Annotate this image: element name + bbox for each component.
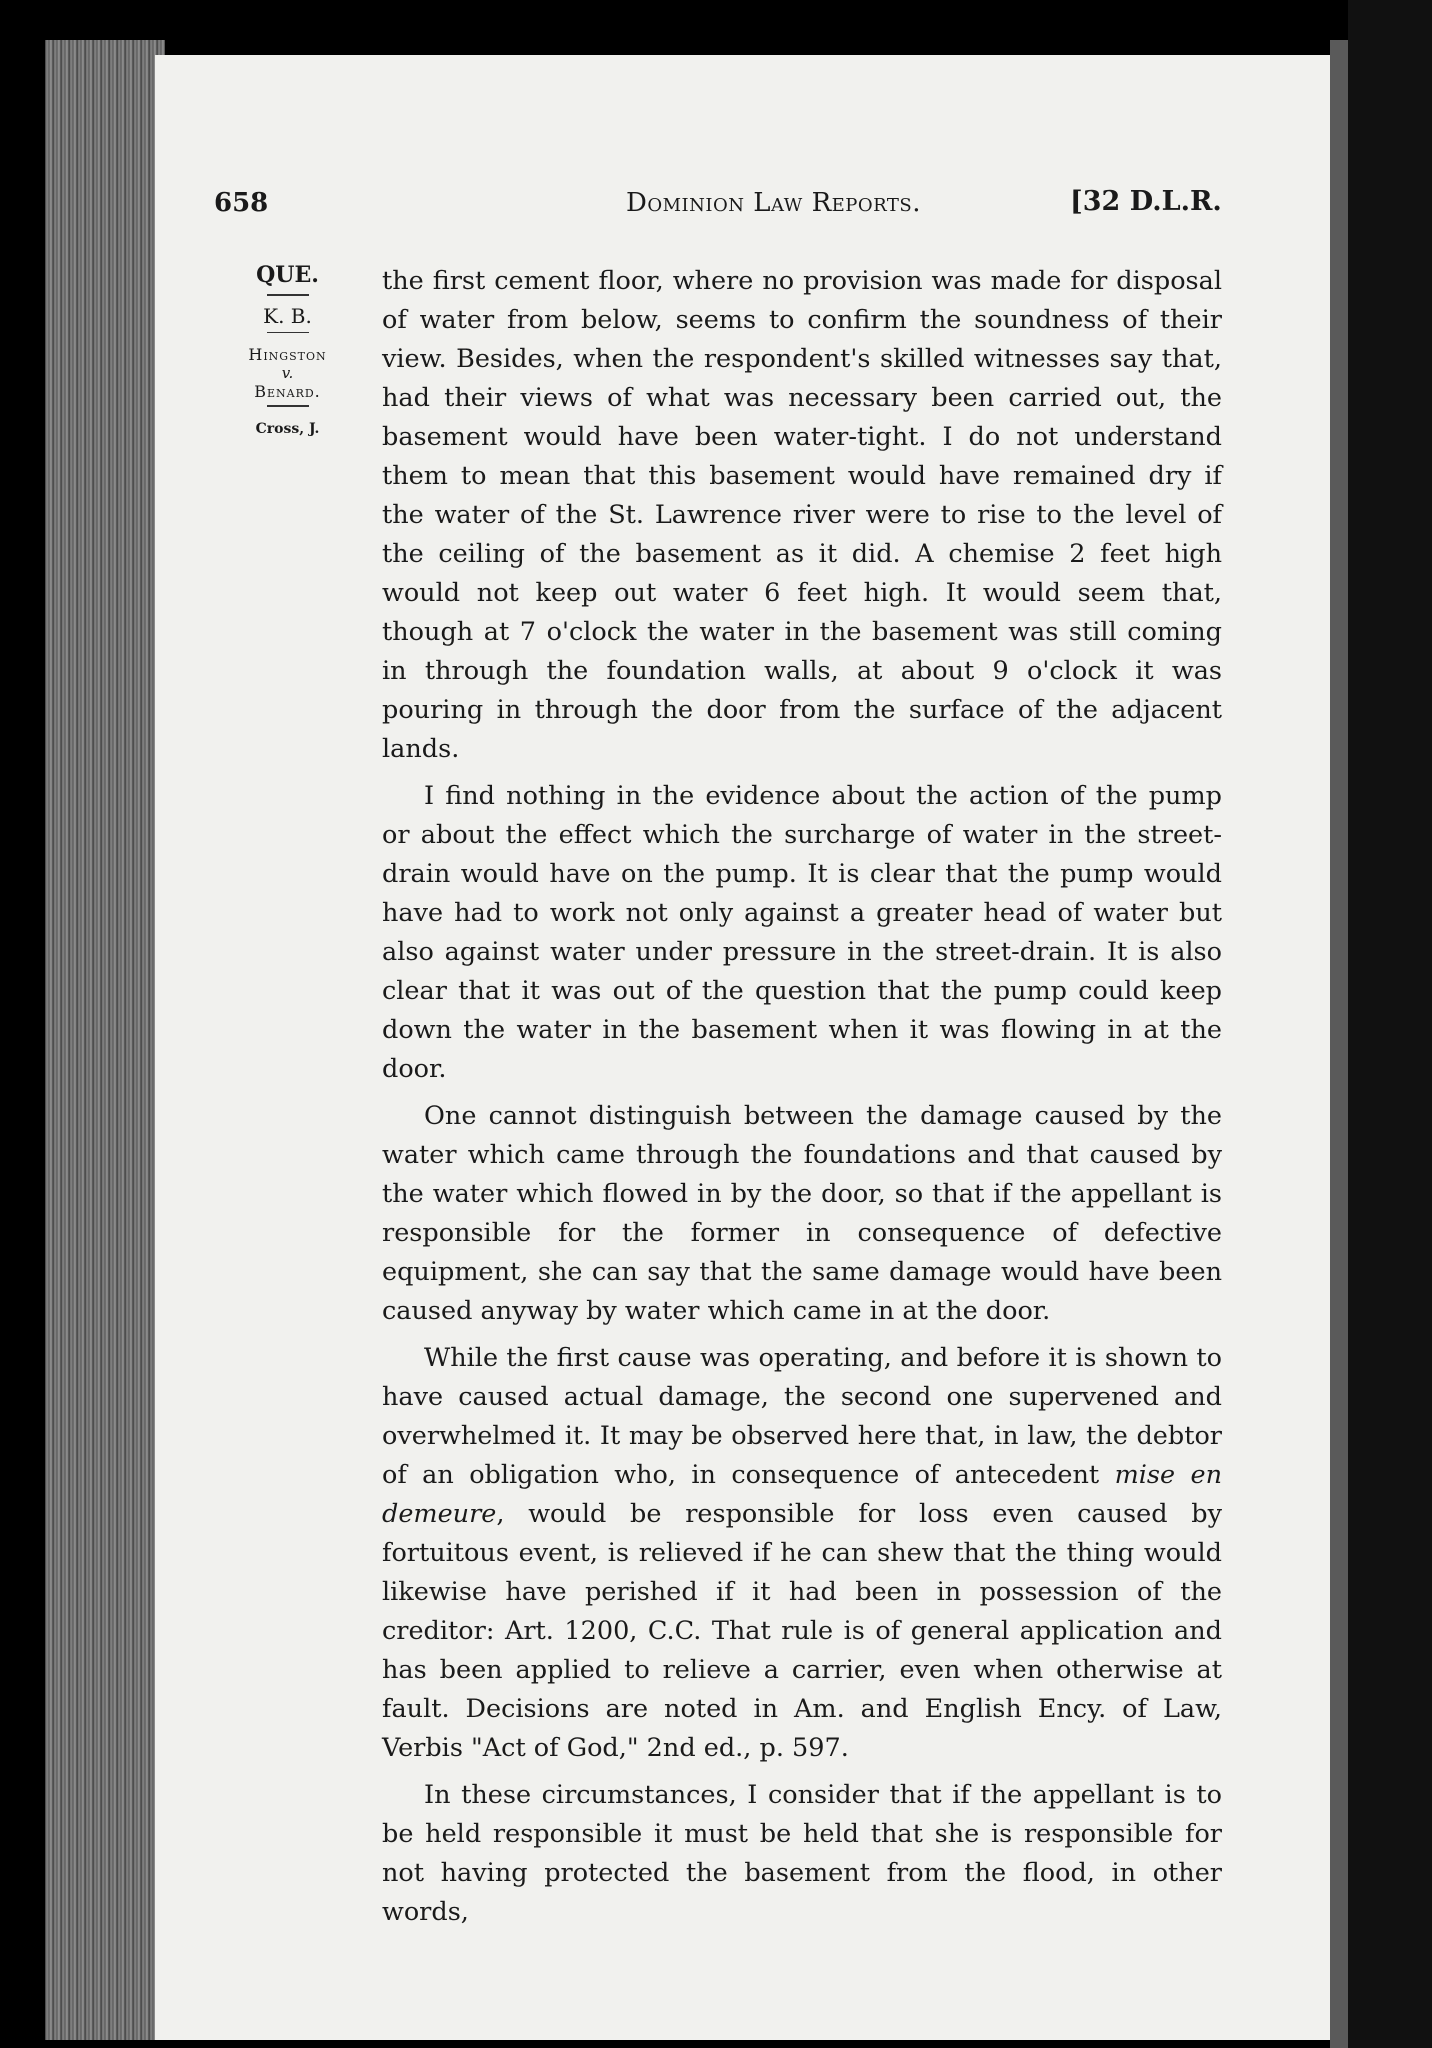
margin-judge: Cross, J. — [255, 420, 320, 437]
margin-court: K. B. — [263, 303, 312, 328]
page-number: 658 — [214, 188, 269, 218]
paragraph: I find nothing in the evidence about the action of the pump or about the effect which the surcharge of water in the street-drain would have on the pump. It is clear that the pump would have had to work not only against a greater head of water but also against water under pressure in the street-drain. It is also clear that it was out of the question that the pump could keep down the water in the basement when it was flowing in at the door. — [382, 781, 1222, 1084]
italic-term: mise en demeure — [382, 1460, 1222, 1529]
running-title: Dominion Law Reports. — [626, 188, 921, 218]
scan-border — [1348, 0, 1432, 2048]
paragraph-text: While the first cause was operating, and before it is shown to have caused actual damage, the second one supervened and overwhelmed it. It may be observed here that, in law, the debtor of an obligation who, in consequence of antecedent — [382, 1343, 1222, 1490]
margin-rule — [267, 405, 309, 407]
paragraph-text: , would be responsible for loss even caused by fortuitous event, is relieved if he can shew that the thing would likewise have perished if it had been in possession of the creditor: Art. 1200, C.C. That rule is of general application and has been applied to relieve a carrier, even when otherwise at fault. Decisions are noted in Am. and English Ency. of Law, Verbis "Act of God," 2nd ed., p. 597. — [382, 1499, 1222, 1763]
body-text — [382, 262, 1222, 1940]
margin-note — [220, 262, 355, 437]
margin-party-respondent: Benard. — [254, 382, 321, 401]
margin-rule — [267, 294, 309, 296]
right-gutter — [1330, 40, 1348, 2048]
paragraph: In these circumstances, I consider that if the appellant is to be held responsible it must be held that she is responsible for not having protected the basement from the flood, in other words, — [382, 1780, 1222, 1927]
paragraph: One cannot distinguish between the damage caused by the water which came through the foundations and that caused by the water which flowed in by the door, so that if the appellant is responsible for the former in consequence of defective equipment, she can say that the same damage would have been caused anyway by water which came in at the door. — [382, 1101, 1222, 1326]
paragraph: the first cement floor, where no provision was made for disposal of water from below, seems to confirm the soundness of their view. Besides, when the respondent's skilled witnesses say that, had their views of what was necessary been carried out, the basement would have been water-tight. I do not understand them to mean that this basement would have remained dry if the water of the St. Lawrence river were to rise to the level of the ceiling of the basement as it did. A chemise 2 feet high would not keep out water 6 feet high. It would seem that, though at 7 o'clock the water in the basement was still coming in through the foundation walls, at about 9 o'clock it was pouring in through the door from the surface of the adjacent lands. — [382, 266, 1222, 764]
page-edges — [45, 40, 165, 2040]
margin-party-appellant: Hingston — [248, 345, 327, 364]
margin-rule — [267, 332, 309, 334]
margin-versus: v. — [281, 364, 294, 382]
volume-reference: [32 D.L.R. — [1070, 186, 1222, 217]
margin-province: QUE. — [256, 262, 319, 288]
paragraph — [382, 1339, 1222, 1768]
